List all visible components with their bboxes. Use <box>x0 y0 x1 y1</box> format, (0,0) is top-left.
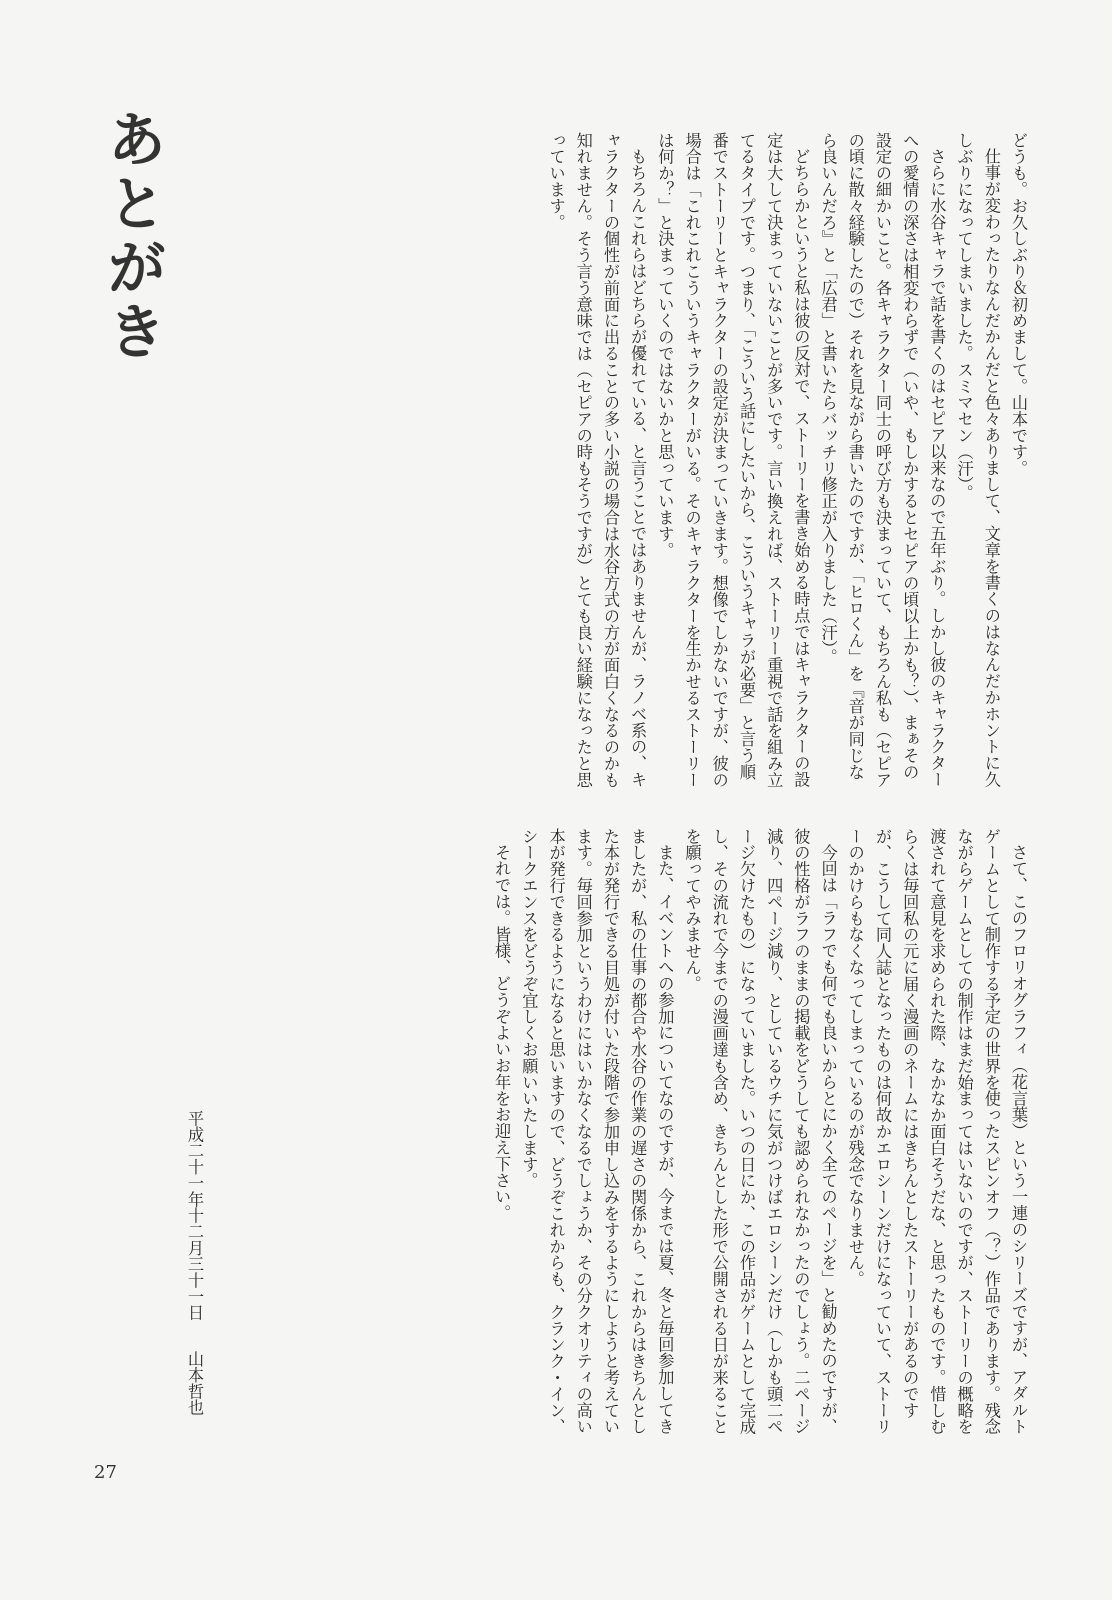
signature-line <box>178 1110 208 1510</box>
paragraph: また、イベントへの参加についてなのですが、今までは夏、冬と毎回参加してきましたが、私の仕事の都合や水谷の作業の遅さの関係から、これからはきちんとした本が発行できる目処が付いた段階で参加申し込みをするようにしようと考えています。毎回参加というわけにはいかなくなるでしょうか、その分クオリティの高い本が発行できるようになると思いますので、どうぞこれからも、クランク・イン、シークエンスをどうぞ宜しくお願いいたします。 <box>519 828 675 1435</box>
paragraph: さて、このフロリオグラフィ（花言葉）という一連のシリーズですが、アダルトゲームとして制作する予定の世界を使ったスピンオフ（？）作品であります。残念ながらゲームとしての制作はまだ始まってはいないのですが、ストーリーの概略を渡されて意見を求められた際、なかなか面白そうだな、と思ったものです。惜しむらくは毎回私の元に届く漫画のネームにはきちんとしたストーリーがあるのですが、こうして同人誌となったものは何故かエロシーンだけになっていて、ストーリーのかけらもなくなってしまっているのが残念でなりません。 <box>845 828 1028 1435</box>
paragraph: 今回は「ラフでも何でも良いからとにかく全てのページを」と勧めたのですが、彼の性格がラフのままの掲載をどうしても認められなかったのでしょう。二ページ減り、四ページ減り、としているウチに気がつけばエロシーンだけ（しかも頭二ページ欠けたもの）になっていました。いつの日にか、この作品がゲームとして完成し、その流れで今までの漫画達も含め、きちんとした形で公開される日が来ることを願ってやみません。 <box>682 828 838 1435</box>
paragraph: もちろんこれらはどちらが優れている、と言うことではありませんが、ラノベ系の、キャラクターの個性が前面に出ることの多い小説の場合は水谷方式の方が面白くなるのかも知れません。そう言う意味では（セピアの時もそうですが）とても良い経験になったと思っています。 <box>546 132 648 788</box>
paragraph: 仕事が変わったりなんだかんだと色々ありまして、文章を書くのはなんだかホントに久しぶりになってしまいました。スミマセン（汗）。 <box>954 132 1001 788</box>
paragraph: どうも。お久しぶり＆初めまして。山本です。 <box>1009 132 1028 477</box>
paragraph: どちらかというと私は彼の反対で、ストーリーを書き始める時点ではキャラクターの設定は大して決まっていないことが多いです。言い換えれば、ストーリー重視で話を組み立てるタイプです。つまり、「こういう話にしたいから、こういうキャラが必要」と言う順番でストーリーとキャラクターの設定が決まっていきます。想像でしかないですが、彼の場合は「これこれこういうキャラクターがいる。そのキャラクターを生かせるストーリーは何か？」と決まっていくのではないかと思っています。 <box>655 132 811 788</box>
page-number: 27 <box>94 1462 117 1483</box>
paragraph: さらに水谷キャラで話を書くのはセピア以来なので五年ぶり。しかし彼のキャラクターへの愛情の深さは相変わらずで（いや、もしかするとセピアの頃以上かも？）、まぁその設定の細かいこと。各キャラクター同士の呼び方も決まっていて、もちろん私も（セピアの頃に散々経験したので）それを見ながら書いたのですが、「ヒロくん」を『音が同じなら良いんだろ』と「広君」と書いたらバッチリ修正が入りました（汗）。 <box>818 132 947 788</box>
lower-text-block <box>332 828 1032 1444</box>
page-title: あとがき <box>97 108 167 364</box>
author-name: 山本哲也 <box>185 1350 204 1416</box>
paragraph: それでは。皆様、どうぞよいお年をお迎え下さい。 <box>492 844 512 1222</box>
upper-text-block <box>312 132 1032 792</box>
date: 平成二十一年十二月三十一日 <box>185 1110 204 1321</box>
